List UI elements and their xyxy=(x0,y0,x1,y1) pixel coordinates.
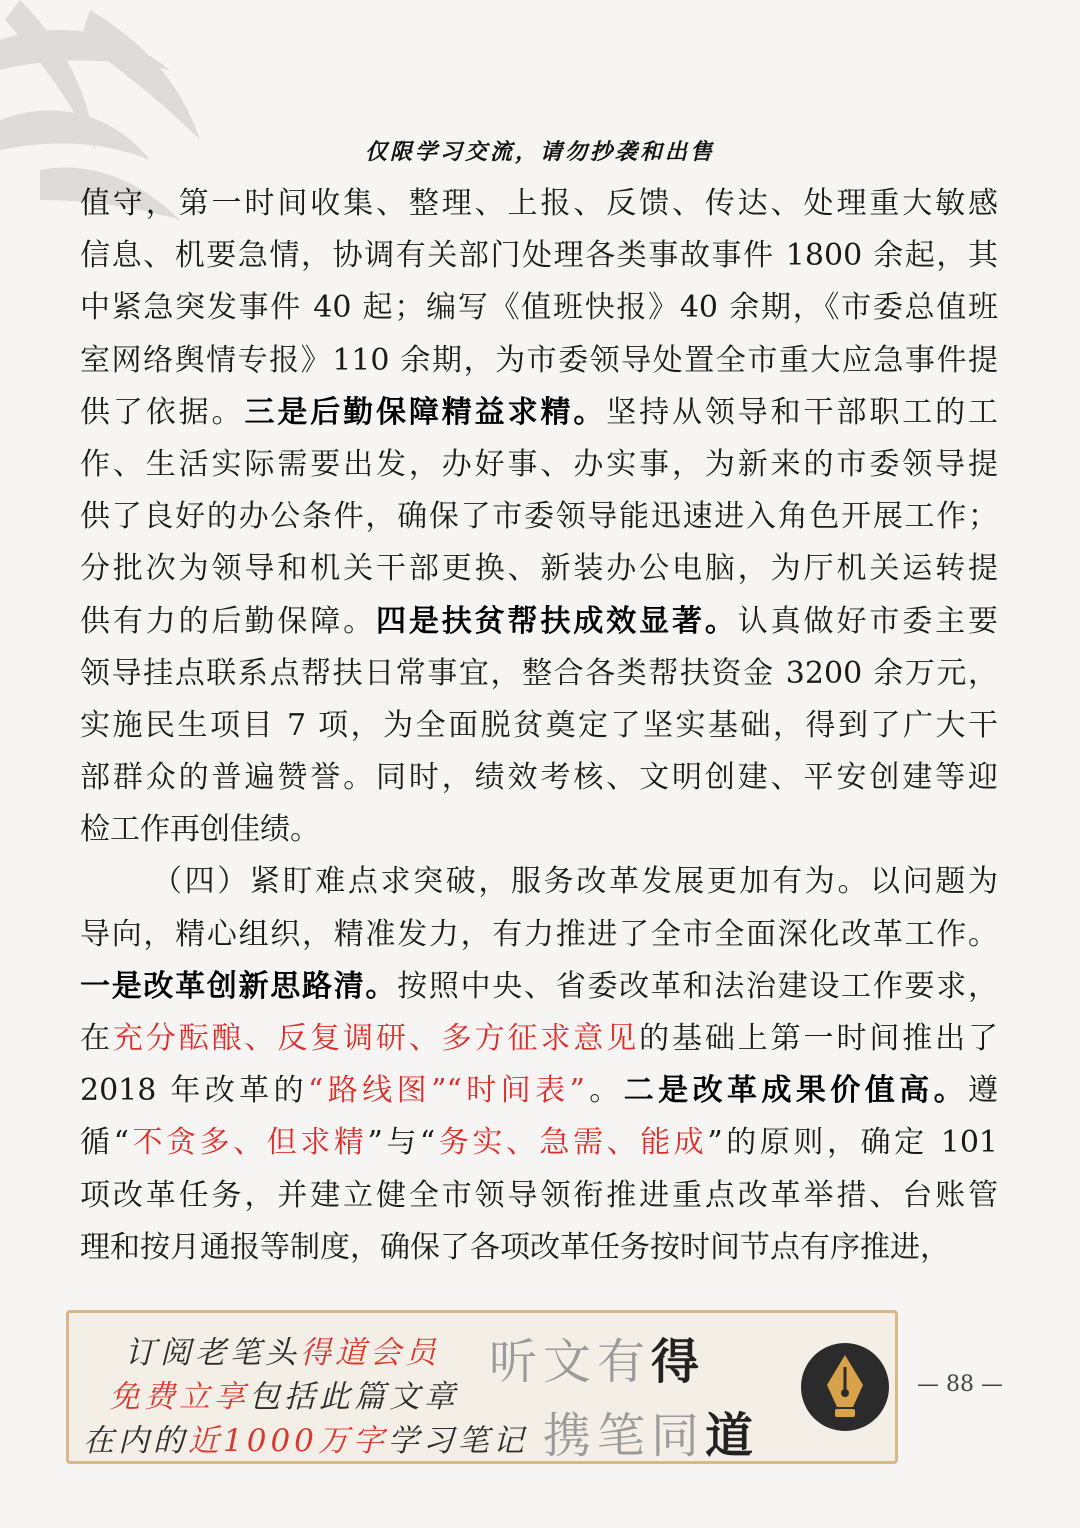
header-notice: 仅限学习交流，请勿抄袭和出售 xyxy=(364,139,715,165)
text-span: 的基础上第一时间推出了 xyxy=(639,1021,999,1056)
text-span: 实施民生项目 7 项，为全面脱贫奠定了坚实基础，得到了广大干 xyxy=(80,707,998,743)
banner-text-span: 听文有 xyxy=(489,1334,652,1390)
text-span: 作、生活实际需要出发，办好事、办实事，为新来的市委领导提 xyxy=(80,446,998,482)
text-line xyxy=(80,648,998,700)
highlight-span: 充分酝酿、反复调研、多方征求意见 xyxy=(112,1021,640,1056)
banner-text-span: 免费立享 xyxy=(109,1379,249,1415)
text-span: 供有力的后勤保障。 xyxy=(80,603,376,639)
banner-text-span: 学习笔记 xyxy=(387,1423,528,1459)
page-number: — 88 — xyxy=(917,1372,1003,1397)
text-line xyxy=(80,1065,998,1117)
text-span: 在 xyxy=(80,1021,113,1056)
banner-text-span: 订阅老笔头 xyxy=(125,1335,300,1371)
text-line xyxy=(80,282,998,334)
text-line xyxy=(80,387,998,439)
banner-text-span: 道 xyxy=(705,1408,760,1464)
text-span: 坚持从领导和干部职工的工 xyxy=(606,394,999,430)
text-span: 领导挂点联系点帮扶日常事宜，整合各类帮扶资金 3200 余万元， xyxy=(80,655,998,691)
text-line xyxy=(80,596,998,648)
text-line xyxy=(80,752,998,804)
text-span: 2018 年改革的 xyxy=(80,1073,309,1109)
banner-slogan-2 xyxy=(543,1397,759,1466)
text-span: ”与“ xyxy=(367,1125,436,1161)
banner-line-1 xyxy=(125,1327,440,1372)
banner-text-span: 得 xyxy=(651,1334,706,1390)
bold-heading-span: 一是改革创新思路清。 xyxy=(80,968,398,1004)
text-line xyxy=(80,1170,998,1222)
text-span: 检工作再创佳绩。 xyxy=(80,812,320,848)
text-line xyxy=(80,335,998,387)
highlight-span: “路线图”“时间表” xyxy=(308,1073,585,1109)
text-line xyxy=(80,961,998,1013)
text-line xyxy=(80,491,998,543)
text-span: 信息、机要急情，协调有关部门处理各类事故事件 1800 余起，其 xyxy=(80,238,998,274)
text-span: 部群众的普遍赞誉。同时，绩效考核、文明创建、平安创建等迎 xyxy=(80,760,998,796)
banner-line-2 xyxy=(109,1371,459,1416)
text-line xyxy=(80,856,998,908)
banner-line-3 xyxy=(83,1415,528,1460)
text-span: 按照中央、省委改革和法治建设工作要求， xyxy=(397,968,999,1004)
text-span: （四）紧盯难点求突破，服务改革发展更加有为。以问题为 xyxy=(152,864,998,900)
bold-heading-span: 二是改革成果价值高。 xyxy=(623,1073,969,1109)
text-line xyxy=(80,230,998,282)
banner-text-span: 在内的 xyxy=(83,1423,188,1459)
subscription-banner xyxy=(66,1310,898,1464)
banner-text-span: 得道会员 xyxy=(300,1335,440,1371)
text-span: 中紧急突发事件 40 起；编写《值班快报》40 余期，《市委总值班 xyxy=(80,290,998,326)
text-span: 值守，第一时间收集、整理、上报、反馈、传达、处理重大敏感 xyxy=(80,186,998,221)
text-line xyxy=(80,1013,998,1065)
text-span: 循“ xyxy=(80,1125,129,1161)
text-span: 项改革任务，并建立健全市领导领衔推进重点改革举措、台账管 xyxy=(80,1177,998,1213)
text-span: 遵 xyxy=(968,1073,999,1109)
text-line xyxy=(80,804,998,856)
banner-text-span: 近1000万字 xyxy=(188,1423,388,1459)
text-line xyxy=(80,439,998,491)
fountain-pen-nib-icon xyxy=(799,1341,891,1433)
bold-heading-span: 三是后勤保障精益求精。 xyxy=(244,394,607,430)
text-span: 分批次为领导和机关干部更换、新装办公电脑，为厅机关运转提 xyxy=(80,551,998,587)
text-span: 导向，精心组织，精准发力，有力推进了全市全面深化改革工作。 xyxy=(80,916,998,952)
text-span: 室网络舆情专报》110 余期，为市委领导处置全市重大应急事件提 xyxy=(80,342,998,378)
text-line xyxy=(80,543,998,595)
banner-text-span: 携笔同 xyxy=(543,1408,706,1464)
bold-heading-span: 四是扶贫帮扶成效显著。 xyxy=(376,603,738,639)
banner-slogan-1 xyxy=(489,1323,705,1392)
text-line xyxy=(80,178,998,230)
banner-text-span: 包括此篇文章 xyxy=(249,1379,459,1415)
text-line xyxy=(80,1222,998,1274)
text-span: 。 xyxy=(584,1073,624,1109)
text-span: 供了良好的办公条件，确保了市委领导能迅速进入角色开展工作； xyxy=(80,499,998,535)
text-line xyxy=(80,909,998,961)
text-span: 供了依据。 xyxy=(80,394,245,430)
text-span: 认真做好市委主要 xyxy=(737,603,999,639)
text-span: 理和按月通报等制度，确保了各项改革任务按时间节点有序推进， xyxy=(80,1229,950,1265)
text-span: ”的原则，确定 101 xyxy=(707,1125,998,1161)
highlight-span: 务实、急需、能成 xyxy=(435,1125,708,1161)
text-line xyxy=(80,700,998,752)
highlight-span: 不贪多、但求精 xyxy=(128,1125,368,1161)
text-line xyxy=(80,1117,998,1169)
body-text xyxy=(80,178,998,1274)
